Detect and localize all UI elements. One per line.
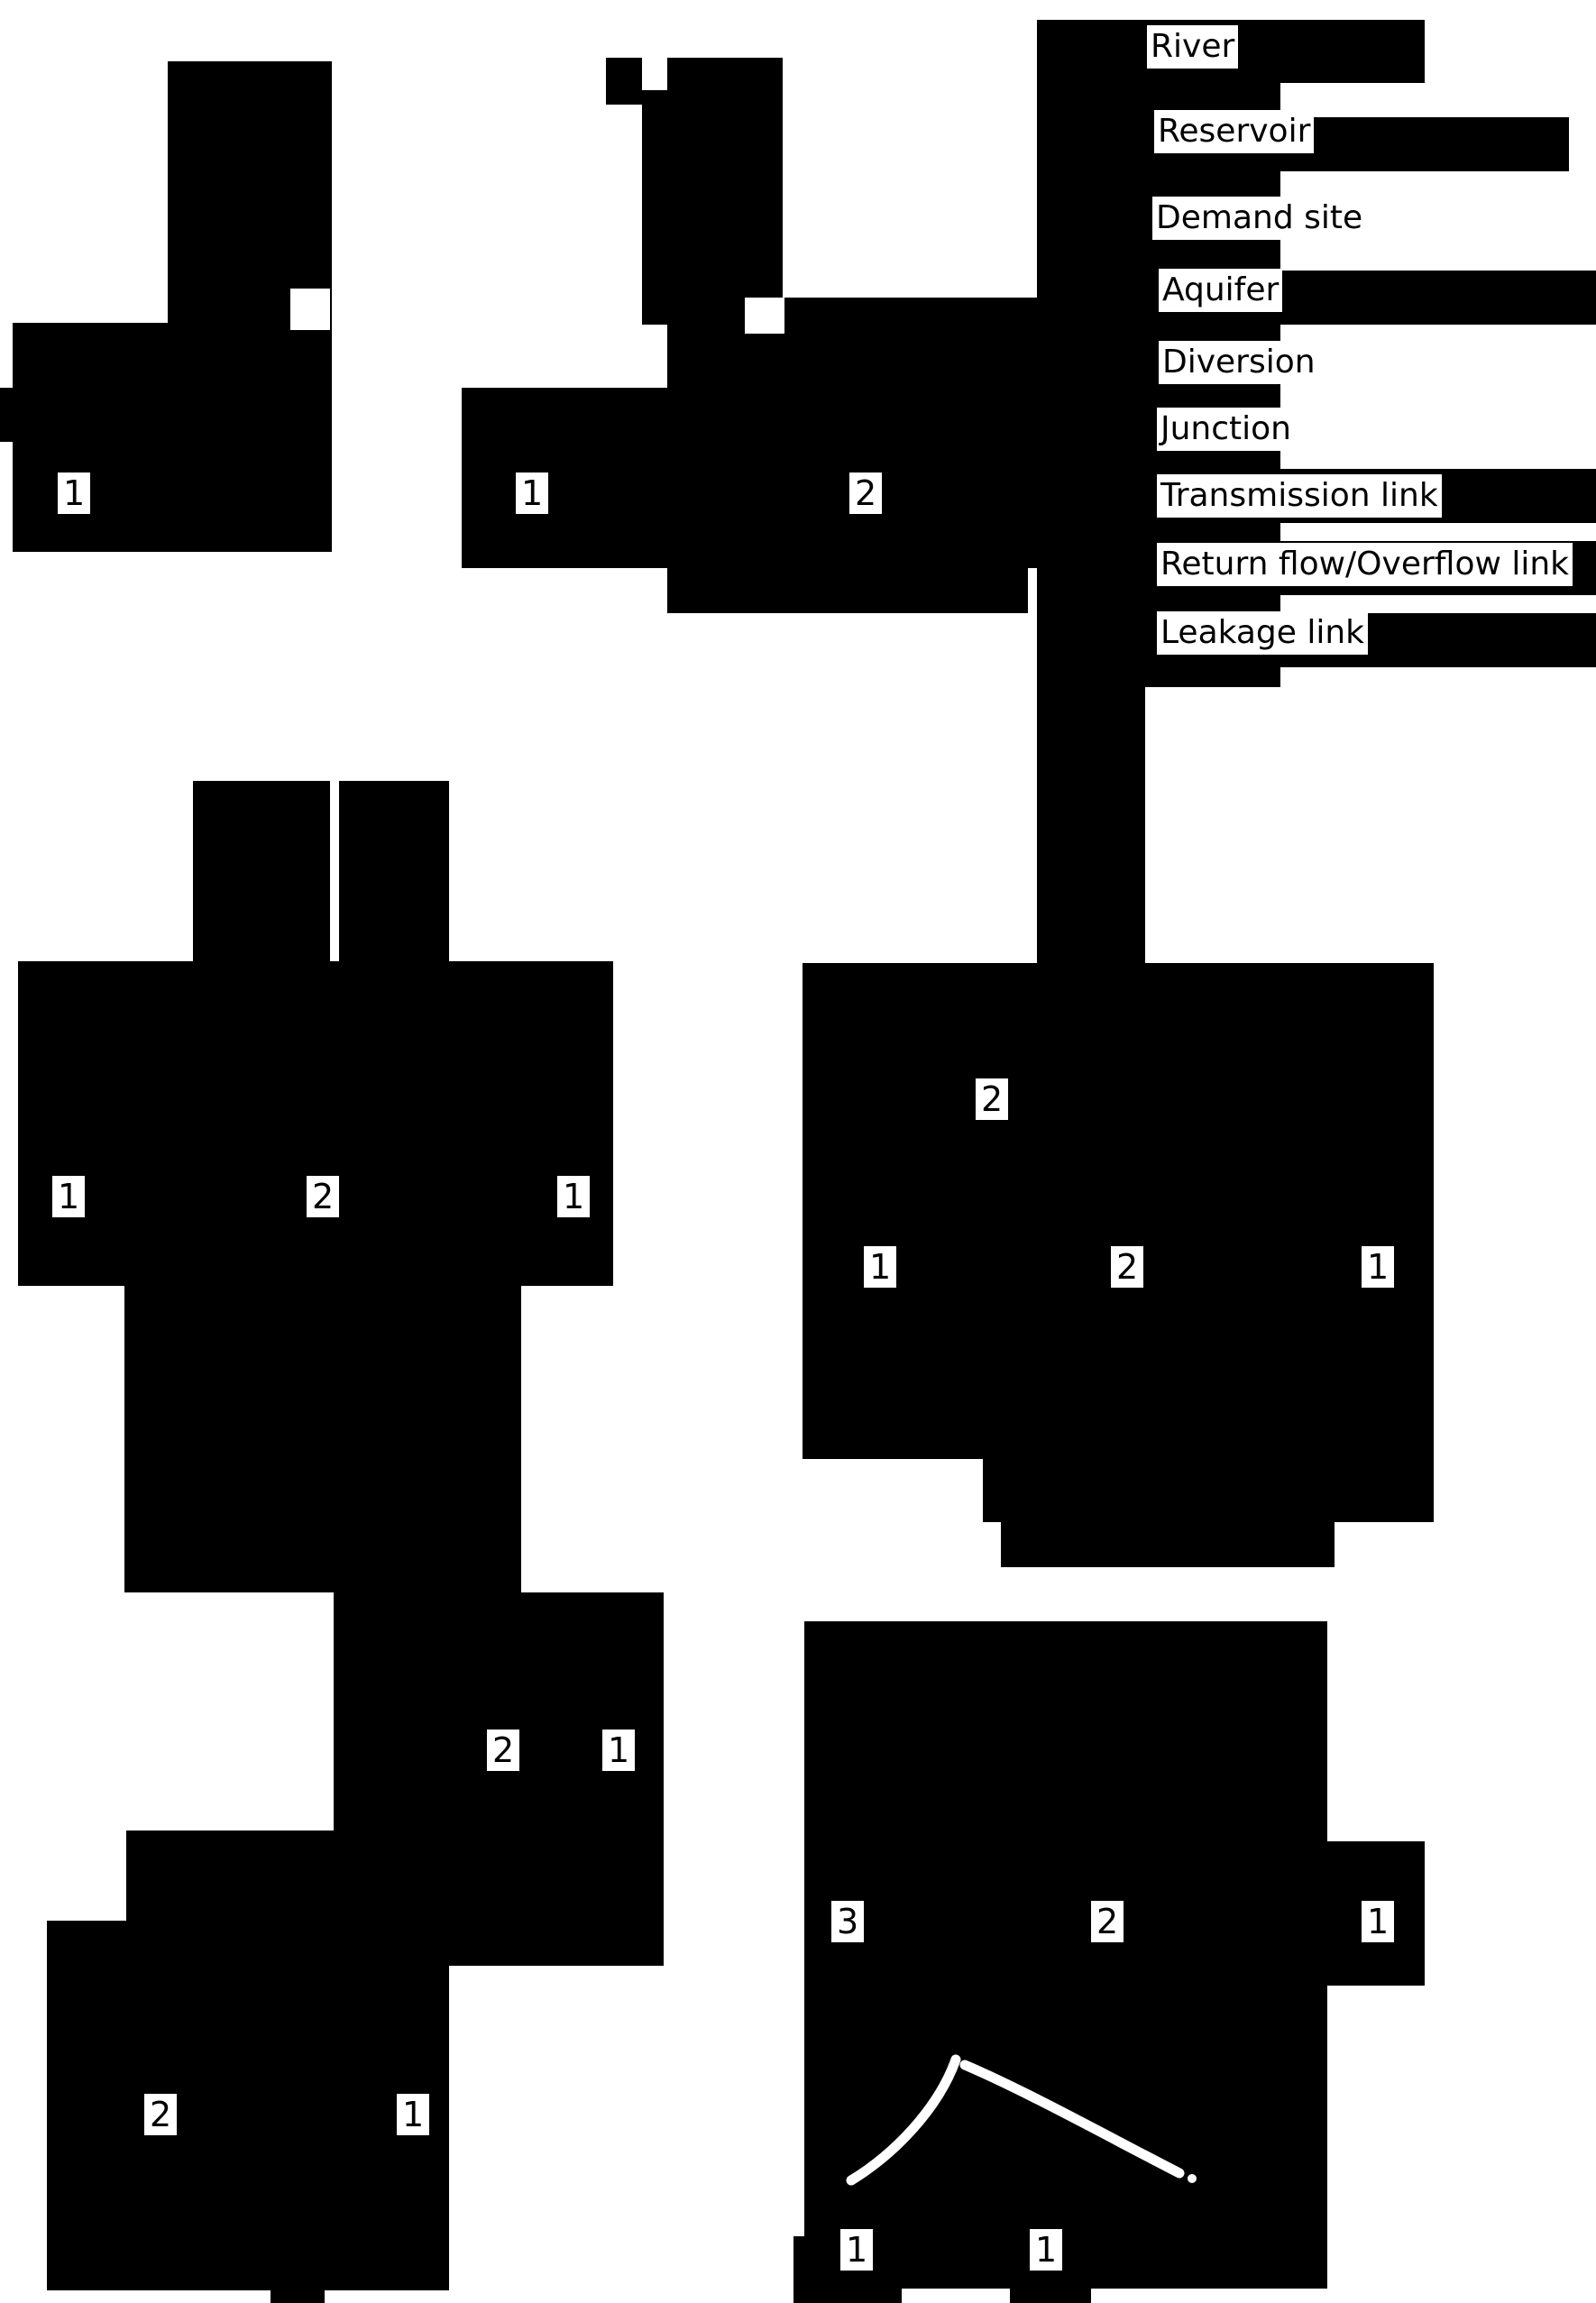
node-label: 1 [864,1246,896,1288]
shape-block [1001,1459,1335,1567]
shape-block [271,2247,325,2303]
shape-gap [745,298,784,334]
node-label: 2 [1111,1246,1143,1288]
shape-block [739,298,1082,334]
shape-gap [330,781,339,961]
node-label: 2 [849,473,882,514]
shape-block [0,388,27,442]
legend-item-diversion: Diversion [1159,341,1319,384]
connector-curve-group [839,2047,1253,2191]
shape-block [124,1286,521,1592]
node-label: 2 [487,1730,519,1771]
legend-item-return-flow-link: Return flow/Overflow link [1157,543,1573,586]
shape-block [1244,20,1425,83]
node-label: 1 [840,2229,873,2271]
shape-block [462,410,516,464]
connector-tick [986,893,992,961]
node-label: 1 [516,473,548,514]
shape-block [193,781,449,961]
shape-gap [290,289,330,330]
shape-block [667,58,783,328]
node-label: 1 [1030,2229,1062,2271]
node-label: 2 [976,1078,1008,1120]
node-label: 1 [557,1176,590,1217]
legend-item-river: River [1147,25,1238,69]
shape-block [18,961,613,1286]
shape-block [47,1921,449,2290]
legend-item-aquifer: Aquifer [1159,269,1282,312]
node-label: 1 [58,473,90,514]
legend-item-demand-site: Demand site [1152,197,1366,240]
shape-block [667,541,1028,613]
shape-block [606,58,642,105]
node-label: 2 [307,1176,339,1217]
legend-item-leakage-link: Leakage link [1157,611,1368,655]
node-label: 3 [831,1901,864,1942]
node-label: 1 [397,2094,429,2135]
legend-item-transmission-link: Transmission link [1157,474,1442,518]
node-label: 1 [1362,1246,1394,1288]
node-label: 1 [1362,1901,1394,1942]
node-label: 2 [144,2094,177,2135]
shape-block [642,90,678,325]
shape-block [168,61,332,323]
legend-item-junction: Junction [1157,408,1295,451]
shape-block [1244,271,1596,325]
node-label: 2 [1091,1901,1124,1942]
node-label: 1 [602,1730,635,1771]
node-label: 1 [52,1176,85,1217]
legend-item-reservoir: Reservoir [1154,110,1314,153]
shape-block [1037,631,1145,974]
